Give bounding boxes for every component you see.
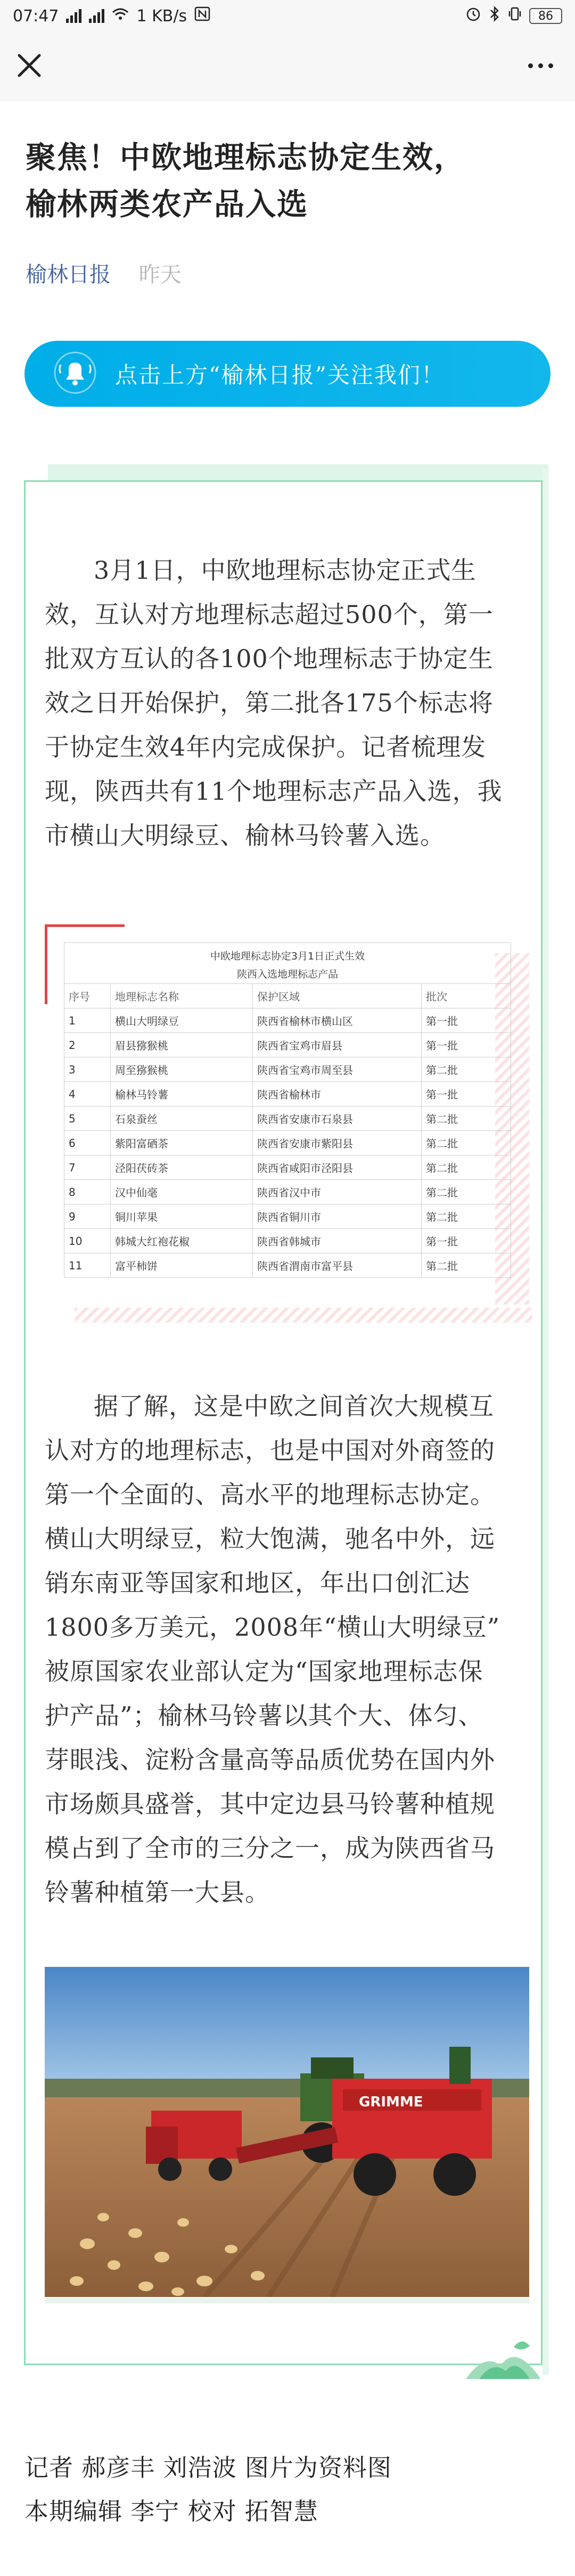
paragraph-1-line: 现，陕西共有11个地理标志产品入选，我	[45, 777, 503, 806]
table-cell: 3	[64, 1057, 111, 1082]
paragraph-2	[45, 1384, 529, 1915]
table-cell: 4	[64, 1082, 111, 1106]
table-row	[64, 1180, 511, 1204]
table-cell: 铜川苹果	[111, 1204, 253, 1229]
credits-editor: 本期编辑 李宁 校对 拓智慧	[24, 2497, 318, 2525]
follow-banner-text: 点击上方“榆林日报”关注我们！	[115, 362, 445, 388]
table-cell: 10	[64, 1229, 111, 1253]
paragraph-2-line: 护产品”；榆林马铃薯以其个大、体匀、	[45, 1701, 483, 1730]
paragraph-2-line: 市场颇具盛誉，其中定边县马铃薯种植规	[45, 1790, 495, 1818]
table-cell: 陕西省咸阳市泾阳县	[253, 1155, 422, 1180]
table-cell: 陕西省安康市石泉县	[253, 1106, 422, 1131]
table-cell: 2	[64, 1033, 111, 1057]
frame-right-decoration	[543, 469, 549, 2375]
close-icon[interactable]	[16, 52, 43, 79]
table-cell: 6	[64, 1131, 111, 1155]
table-cell: 第二批	[422, 1057, 511, 1082]
status-left	[13, 6, 210, 26]
table-row	[64, 1229, 511, 1253]
table-cell: 第二批	[422, 1204, 511, 1229]
status-right	[465, 6, 562, 26]
table-cell: 陕西省榆林市	[253, 1082, 422, 1106]
top-nav-bar	[0, 32, 575, 101]
photo-shadow	[45, 2298, 529, 2303]
table-cell: 周至猕猴桃	[111, 1057, 253, 1082]
table-cell: 陕西省汉中市	[253, 1180, 422, 1204]
article-date: 昨天	[138, 262, 182, 287]
gi-table	[64, 983, 511, 1278]
table-cell: 第二批	[422, 1106, 511, 1131]
network-speed: 1 KB/s	[136, 6, 187, 26]
table-row	[64, 1008, 511, 1033]
table-title-line1: 中欧地理标志协定3月1日正式生效	[210, 950, 365, 962]
table-cell: 9	[64, 1204, 111, 1229]
table-header-cell: 序号	[64, 984, 111, 1008]
table-header-cell: 保护区域	[253, 984, 422, 1008]
harvester-photo[interactable]	[45, 1967, 529, 2297]
table-row	[64, 1204, 511, 1229]
table-cell: 榆林马铃薯	[111, 1082, 253, 1106]
table-cell: 第二批	[422, 1180, 511, 1204]
article-title-line2: 榆林两类农产品入选	[26, 186, 308, 222]
paragraph-2-line: 横山大明绿豆，粒大饱满，驰名中外，远	[45, 1524, 495, 1553]
table-cell: 第二批	[422, 1155, 511, 1180]
table-cell: 陕西省宝鸡市周至县	[253, 1057, 422, 1082]
table-row	[64, 1057, 511, 1082]
table-cell: 5	[64, 1106, 111, 1131]
table-header-row	[64, 984, 511, 1008]
bluetooth-icon	[489, 6, 500, 26]
article-title	[26, 134, 553, 228]
table-cell: 7	[64, 1155, 111, 1180]
paragraph-1-line: 效，互认对方地理标志超过500个，第一	[45, 600, 494, 629]
table-card-corner-vertical	[45, 924, 47, 1004]
paragraph-2-line: 1800多万美元，2008年“横山大明绿豆”	[45, 1613, 500, 1642]
status-time: 07:47	[13, 6, 59, 26]
table-cell: 泾阳茯砖茶	[111, 1155, 253, 1180]
article-source-link[interactable]: 榆林日报	[26, 262, 111, 287]
bell-icon	[51, 349, 99, 399]
table-row	[64, 1155, 511, 1180]
paragraph-2-line: 销东南亚等国家和地区，年出口创汇达	[45, 1569, 470, 1597]
table-title-line2: 陕西入选地理标志产品	[236, 969, 338, 980]
table-row	[64, 1106, 511, 1131]
article-meta	[26, 258, 182, 288]
table-cell: 横山大明绿豆	[111, 1008, 253, 1033]
table-cell: 陕西省铜川市	[253, 1204, 422, 1229]
table-body	[64, 1008, 511, 1278]
table-cell: 紫阳富硒茶	[111, 1131, 253, 1155]
table-cell: 陕西省安康市紫阳县	[253, 1131, 422, 1155]
table-cell: 富平柿饼	[111, 1253, 253, 1278]
paragraph-2-line: 模占到了全市的三分之一，成为陕西省马	[45, 1834, 495, 1863]
paragraph-2-line: 认对方的地理标志，也是中国对外商签的	[45, 1436, 495, 1465]
table-cell: 第一批	[422, 1008, 511, 1033]
nfc-icon	[194, 6, 210, 26]
paragraph-2-line: 据了解，这是中欧之间首次大规模互	[94, 1392, 494, 1421]
paragraph-2-line: 芽眼浅、淀粉含量高等品质优势在国内外	[45, 1745, 495, 1774]
table-header-cell: 地理标志名称	[111, 984, 253, 1008]
table-cell: 石泉蚕丝	[111, 1106, 253, 1131]
table-cell: 陕西省渭南市富平县	[253, 1253, 422, 1278]
table-card-bottom-stripes	[75, 1308, 532, 1323]
table-cell: 陕西省宝鸡市眉县	[253, 1033, 422, 1057]
table-cell: 11	[64, 1253, 111, 1278]
alarm-icon	[465, 6, 481, 26]
table-cell: 韩城大红袍花椒	[111, 1229, 253, 1253]
table-cell: 第一批	[422, 1033, 511, 1057]
paragraph-1-line: 于协定生效4年内完成保护。记者梳理发	[45, 733, 487, 761]
table-row	[64, 1131, 511, 1155]
table-cell: 陕西省韩城市	[253, 1229, 422, 1253]
table-cell: 第二批	[422, 1253, 511, 1278]
table-cell: 汉中仙毫	[111, 1180, 253, 1204]
gi-table-image	[64, 942, 511, 1278]
signal-icon	[66, 9, 81, 23]
paragraph-2-line: 被原国家农业部认定为“国家地理标志保	[45, 1657, 483, 1686]
table-cell: 陕西省榆林市横山区	[253, 1008, 422, 1033]
table-cell: 第一批	[422, 1082, 511, 1106]
table-cell: 8	[64, 1180, 111, 1204]
table-row	[64, 1082, 511, 1106]
paragraph-1-line: 效之日开始保护，第二批各175个标志将	[45, 688, 494, 717]
frame-top-decoration	[48, 464, 548, 480]
status-bar	[0, 0, 575, 32]
table-cell: 第二批	[422, 1131, 511, 1155]
table-row	[64, 1253, 511, 1278]
follow-banner[interactable]	[24, 341, 551, 407]
table-cell: 第一批	[422, 1229, 511, 1253]
more-dots-icon[interactable]	[522, 52, 559, 79]
table-header-cell: 批次	[422, 984, 511, 1008]
battery-indicator: 86	[529, 8, 562, 24]
paragraph-1	[45, 548, 529, 858]
mountain-leaf-icon	[463, 2336, 543, 2384]
paragraph-1-line: 3月1日，中欧地理标志协定正式生	[94, 556, 477, 585]
table-row	[64, 1033, 511, 1057]
table-cell: 1	[64, 1008, 111, 1033]
photo-brand-text: GRIMME	[359, 2094, 423, 2110]
paragraph-1-line: 市横山大明绿豆、榆林马铃薯入选。	[45, 821, 445, 850]
article-title-line1: 聚焦！中欧地理标志协定生效，	[26, 140, 465, 175]
table-title	[64, 942, 511, 983]
vibrate-icon	[508, 6, 522, 26]
paragraph-2-line: 第一个全面的、高水平的地理标志协定。	[45, 1480, 495, 1509]
signal-icon-2	[89, 9, 104, 23]
wifi-icon	[112, 7, 129, 26]
table-cell: 眉县猕猴桃	[111, 1033, 253, 1057]
table-card-corner	[45, 924, 125, 927]
credits-reporter: 记者 郝彦丰 刘浩波 图片为资料图	[24, 2454, 392, 2482]
paragraph-2-line: 铃薯种植第一大县。	[45, 1878, 270, 1907]
paragraph-1-line: 批双方互认的各100个地理标志于协定生	[45, 644, 494, 673]
